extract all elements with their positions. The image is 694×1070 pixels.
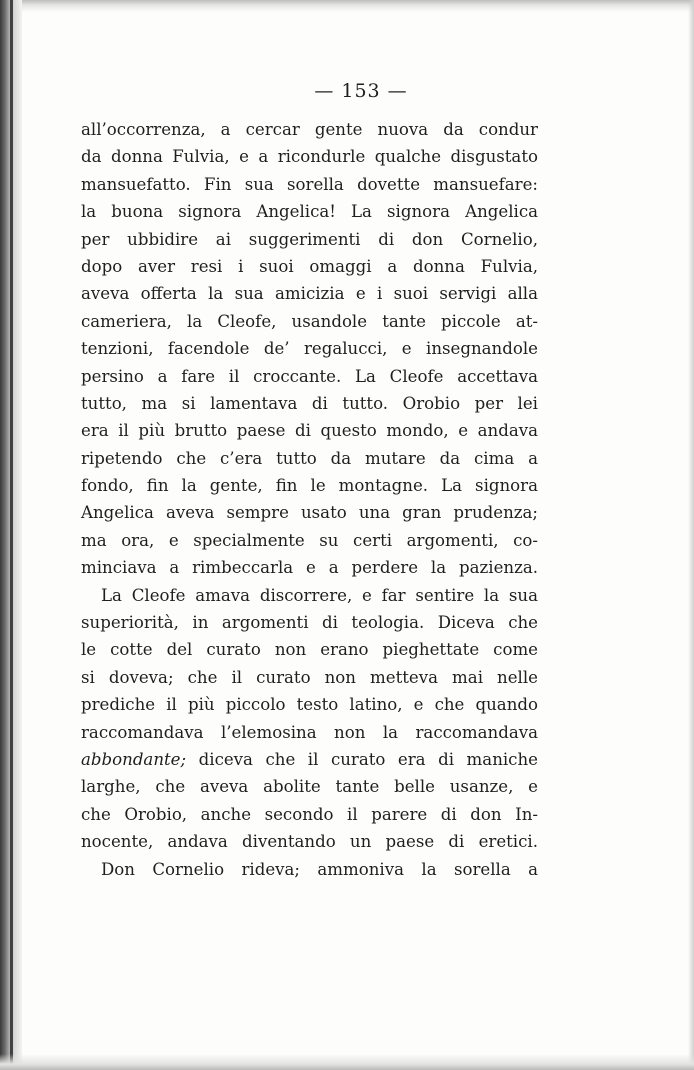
- text-line: tutto, ma si lamentava di tutto. Orobio per lei: [81, 393, 538, 413]
- text-line: era il più brutto paese di questo mondo, e andava: [81, 421, 538, 441]
- text-line: raccomandava l’elemosina non la raccomandava: [81, 722, 538, 742]
- text-line: nocente, andava diventando un paese di eretici.: [81, 832, 538, 852]
- text-line: da donna Fulvia, e a ricondurle qualche disgustato: [81, 147, 538, 167]
- text-line: aveva offerta la sua amicizia e i suoi servigi alla: [81, 284, 538, 304]
- text-line: minciava a rimbeccarla e a perdere la pazienza.: [81, 558, 538, 578]
- text-line: si doveva; che il curato non metteva mai nelle: [81, 667, 538, 687]
- text-line: dopo aver resi i suoi omaggi a donna Fulvia,: [81, 256, 538, 276]
- paragraph-1: [81, 116, 538, 582]
- text-line: cameriera, la Cleofe, usandole tante piccole at-: [81, 311, 538, 331]
- body-text: [81, 116, 538, 883]
- text-line: fondo, fin la gente, fin le montagne. La signora: [81, 476, 538, 496]
- text-line: persino a fare il croccante. La Cleofe accettava: [81, 366, 538, 386]
- page-top-edge: [0, 0, 694, 12]
- text-line: ma ora, e specialmente su certi argomenti, co-: [81, 530, 538, 550]
- text-line: [81, 746, 538, 773]
- text-line: le cotte del curato non erano pieghettate come: [81, 640, 538, 660]
- text-line: prediche il più piccolo testo latino, e che quando: [81, 695, 538, 715]
- text-line: ripetendo che c’era tutto da mutare da cima a: [81, 448, 538, 468]
- page-right-edge: [688, 0, 694, 1070]
- italic-word: abbondante;: [81, 749, 187, 769]
- text-line: larghe, che aveva abolite tante belle usanze, e: [81, 777, 538, 797]
- text-line: mansuefatto. Fin sua sorella dovette mansuefare:: [81, 174, 538, 194]
- book-spine-line: [10, 0, 13, 1070]
- text-line: tenzioni, facendole de’ regalucci, e insegnandole: [81, 339, 538, 359]
- text-line: Don Cornelio rideva; ammoniva la sorella a: [101, 859, 538, 879]
- text-fragment: diceva che il curato era di maniche: [186, 749, 538, 769]
- text-line: per ubbidire ai suggerimenti di don Cornelio,: [81, 229, 538, 249]
- paragraph-2: [81, 582, 538, 856]
- text-line: Angelica aveva sempre usato una gran prudenza;: [81, 503, 538, 523]
- text-line: superiorità, in argomenti di teologia. Diceva che: [81, 613, 538, 633]
- text-line: La Cleofe amava discorrere, e far sentire la sua: [101, 585, 538, 605]
- text-line: che Orobio, anche secondo il parere di don In-: [81, 804, 538, 824]
- text-line: all’occorrenza, a cercar gente nuova da condur: [81, 120, 538, 139]
- text-line: la buona signora Angelica! La signora Angelica: [81, 202, 538, 222]
- page-bottom-edge: [0, 1054, 694, 1070]
- paragraph-3: [81, 856, 538, 883]
- page-number: — 153 —: [314, 80, 408, 102]
